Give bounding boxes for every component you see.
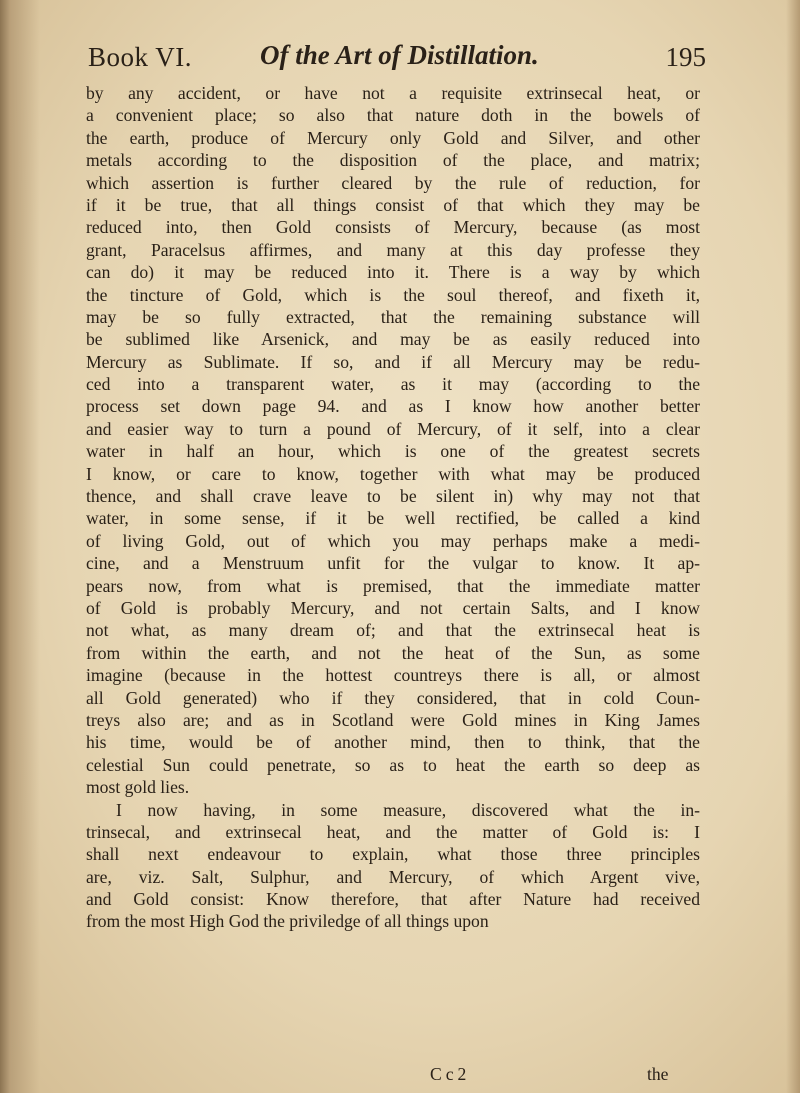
- text-line: of Gold is probably Mercury, and not certain Salts, and I know: [86, 597, 700, 618]
- text-line: thence, and shall crave leave to be silent in) why may not that: [86, 486, 700, 507]
- text-line: I know, or care to know, together with what may be produced: [86, 463, 700, 484]
- text-line: process set down page 94. and as I know how another better: [86, 396, 700, 417]
- text-line: of living Gold, out of which you may perhaps make a medi-: [86, 530, 700, 551]
- text-line: celestial Sun could penetrate, so as to heat the earth so deep as: [86, 754, 700, 775]
- running-title: Of the Art of Distillation.: [260, 40, 539, 70]
- text-line: from the most High God the priviledge of all things upon: [86, 911, 489, 932]
- text-line: most gold lies.: [86, 777, 190, 798]
- text-line: imagine (because in the hottest countreys there is all, or almost: [86, 665, 700, 686]
- text-line: reduced into, then Gold consists of Mercury, because (as most: [86, 217, 700, 238]
- text-line: pears now, from what is premised, that the immediate matter: [86, 575, 700, 596]
- book-label: Book VI.: [88, 42, 193, 72]
- text-line: by any accident, or have not a requisite extrinsecal heat, or: [86, 83, 700, 103]
- text-line: are, viz. Salt, Sulphur, and Mercury, of which Argent vive,: [86, 866, 700, 887]
- body-text: [86, 82, 700, 933]
- text-line: I now having, in some measure, discovered what the in-: [116, 799, 700, 820]
- text-line: cine, and a Menstruum unfit for the vulgar to know. It ap-: [86, 553, 700, 574]
- text-line: water in half an hour, which is one of the greatest secrets: [86, 441, 700, 462]
- text-line: all Gold generated) who if they considered, that in cold Coun-: [86, 687, 700, 708]
- text-line: and easier way to turn a pound of Mercury, of it self, into a clear: [86, 418, 700, 439]
- text-line: water, in some sense, if it be well rectified, be called a kind: [86, 508, 700, 529]
- gutter-shadow: [0, 0, 40, 1093]
- text-line: be sublimed like Arsenick, and may be as easily reduced into: [86, 329, 700, 350]
- text-line: shall next endeavour to explain, what those three principles: [86, 844, 700, 865]
- catchword: the: [647, 1064, 669, 1084]
- text-line: trinsecal, and extrinsecal heat, and the matter of Gold is: I: [86, 821, 700, 842]
- text-line: if it be true, that all things consist of that which they may be: [86, 194, 700, 215]
- text-line: can do) it may be reduced into it. There is a way by which: [86, 262, 700, 283]
- page-number: 195: [665, 42, 706, 72]
- text-line: which assertion is further cleared by the rule of reduction, for: [86, 172, 700, 193]
- text-line: metals according to the disposition of the place, and matrix;: [86, 150, 700, 171]
- text-line: and Gold consist: Know therefore, that after Nature had received: [86, 889, 700, 910]
- text-line: Mercury as Sublimate. If so, and if all Mercury may be redu-: [86, 351, 700, 372]
- page-edge-shadow: [786, 0, 800, 1093]
- running-header: [88, 38, 708, 82]
- text-line: his time, would be of another mind, then to think, that the: [86, 732, 700, 753]
- text-line: treys also are; and as in Scotland were Gold mines in King James: [86, 709, 700, 730]
- text-line: may be so fully extracted, that the remaining substance will: [86, 306, 700, 327]
- text-line: grant, Paracelsus affirmes, and many at this day professe they: [86, 239, 700, 260]
- text-line: the earth, produce of Mercury only Gold and Silver, and other: [86, 127, 700, 148]
- text-line: not what, as many dream of; and that the extrinsecal heat is: [86, 620, 700, 641]
- text-line: ced into a transparent water, as it may (according to the: [86, 374, 700, 395]
- text-line: the tincture of Gold, which is the soul thereof, and fixeth it,: [86, 284, 700, 305]
- text-line: from within the earth, and not the heat of the Sun, as some: [86, 642, 700, 663]
- signature-mark: Cc2: [430, 1064, 471, 1084]
- text-line: a convenient place; so also that nature doth in the bowels of: [86, 105, 700, 126]
